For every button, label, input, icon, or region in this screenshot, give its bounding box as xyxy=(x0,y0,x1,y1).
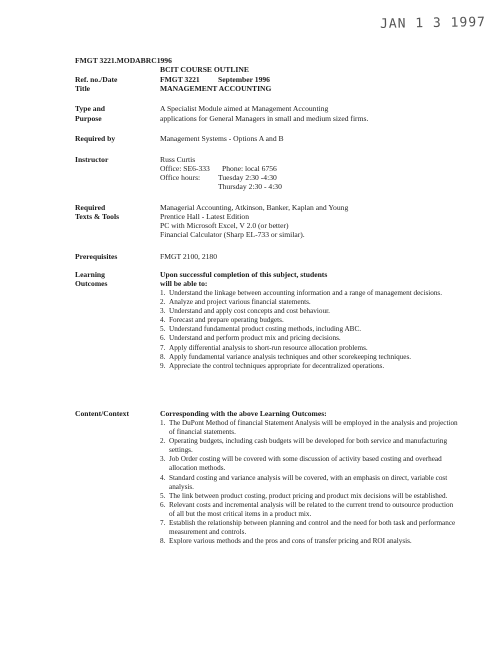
list-item: 2. Analyze and project various financial statements. xyxy=(160,298,311,307)
file-reference: FMGT 3221.MODABRC1996 xyxy=(75,56,172,65)
content-intro: Corresponding with the above Learning Outcomes: xyxy=(160,409,327,418)
list-item: 6. Understand and perform product mix and pricing decisions. xyxy=(160,334,341,343)
office-hours-label: Office hours: xyxy=(160,173,201,182)
list-item: 8. Apply fundamental variance analysis techniques and other scorekeeping techniques. xyxy=(160,352,412,361)
purpose-line-2: applications for General Managers in small and medium sized firms. xyxy=(160,114,369,123)
list-item: 1. Understand the linkage between accounting information and a range of management decisions. xyxy=(160,289,443,297)
type-label: Type and xyxy=(75,104,106,113)
prerequisites-value: FMGT 2100, 2180 xyxy=(160,252,218,261)
text-line-1: Managerial Accounting, Atkinson, Banker, Kaplan and Young xyxy=(160,203,349,212)
text-line-3: PC with Microsoft Excel, V 2.0 (or better) xyxy=(160,221,289,230)
outcomes-intro-1: Upon successful completion of this subject, students xyxy=(160,270,328,279)
list-item: 1. The DuPont Method of financial Statement Analysis will be employed in the analysis and projection of financial statements. xyxy=(160,419,458,437)
list-item: 6. Relevant costs and incremental analysis will be related to the current trend to outsource production of all but the most critical items in a product mix. xyxy=(160,500,454,518)
list-item: 7. Establish the relationship between planning and control and the need for both task and performance measurement and controls. xyxy=(160,519,456,537)
outcomes-label-1: Learning xyxy=(75,270,105,279)
list-item: 3. Understand and apply cost concepts and cost behaviour. xyxy=(160,307,330,316)
course-date: September 1996 xyxy=(218,75,270,84)
list-item: 5. Understand fundamental product costing methods, including ABC. xyxy=(160,325,362,334)
course-code: FMGT 3221 xyxy=(160,75,200,84)
purpose-line-1: A Specialist Module aimed at Management Accounting xyxy=(160,104,329,113)
text-line-2: Prentice Hall - Latest Edition xyxy=(160,212,249,221)
outcomes-intro-2: will be able to: xyxy=(160,279,208,288)
list-item: 2. Operating budgets, including cash budgets will be developed for both service and manufacturing settings. xyxy=(160,437,448,455)
list-item: 7. Apply differential analysis to short-run resource allocation problems. xyxy=(160,343,368,352)
outcomes-label-2: Outcomes xyxy=(75,279,108,288)
list-item: 9. Appreciate the control techniques appropriate for decentralized operations. xyxy=(160,361,385,370)
instructor-office: Office: SE6-333 xyxy=(160,164,210,173)
instructor-name: Russ Curtis xyxy=(160,155,196,164)
learning-outcomes-list xyxy=(160,289,460,371)
list-item: 3. Job Order costing will be covered with some discussion of activity based costing and overhead allocation methods. xyxy=(160,455,442,473)
required-by-value: Management Systems - Options A and B xyxy=(160,134,284,143)
office-hours-thursday: Thursday 2:30 - 4:30 xyxy=(218,182,282,191)
instructor-label: Instructor xyxy=(75,155,109,164)
text-line-4: Financial Calculator (Sharp EL-733 or similar). xyxy=(160,230,305,239)
title-label: Title xyxy=(75,84,91,93)
texts-label-2: Texts & Tools xyxy=(75,212,120,221)
list-item: 4. Forecast and prepare operating budgets. xyxy=(160,316,284,325)
ref-label: Ref. no./Date xyxy=(75,75,118,84)
date-received-stamp: JAN 1 3 1997 xyxy=(379,15,487,32)
list-item: 4. Standard costing and variance analysis will be covered, with an emphasis on direct, variable cost analysis. xyxy=(160,473,448,491)
content-list xyxy=(160,419,460,546)
prerequisites-label: Prerequisites xyxy=(75,252,118,261)
course-title: MANAGEMENT ACCOUNTING xyxy=(160,84,272,93)
list-item: 5. The link between product costing, product pricing and product mix decisions will be established. xyxy=(160,491,448,500)
texts-label-1: Required xyxy=(75,203,106,212)
instructor-phone: Phone: local 6756 xyxy=(222,164,277,173)
office-hours-tuesday: Tuesday 2:30 -4:30 xyxy=(218,173,277,182)
list-item: 8. Explore various methods and the pros and cons of transfer pricing and ROI analysis. xyxy=(160,537,412,546)
content-label: Content/Context xyxy=(75,409,129,418)
purpose-label: Purpose xyxy=(75,114,102,123)
document-header: BCIT COURSE OUTLINE xyxy=(160,65,249,74)
required-by-label: Required by xyxy=(75,134,116,143)
